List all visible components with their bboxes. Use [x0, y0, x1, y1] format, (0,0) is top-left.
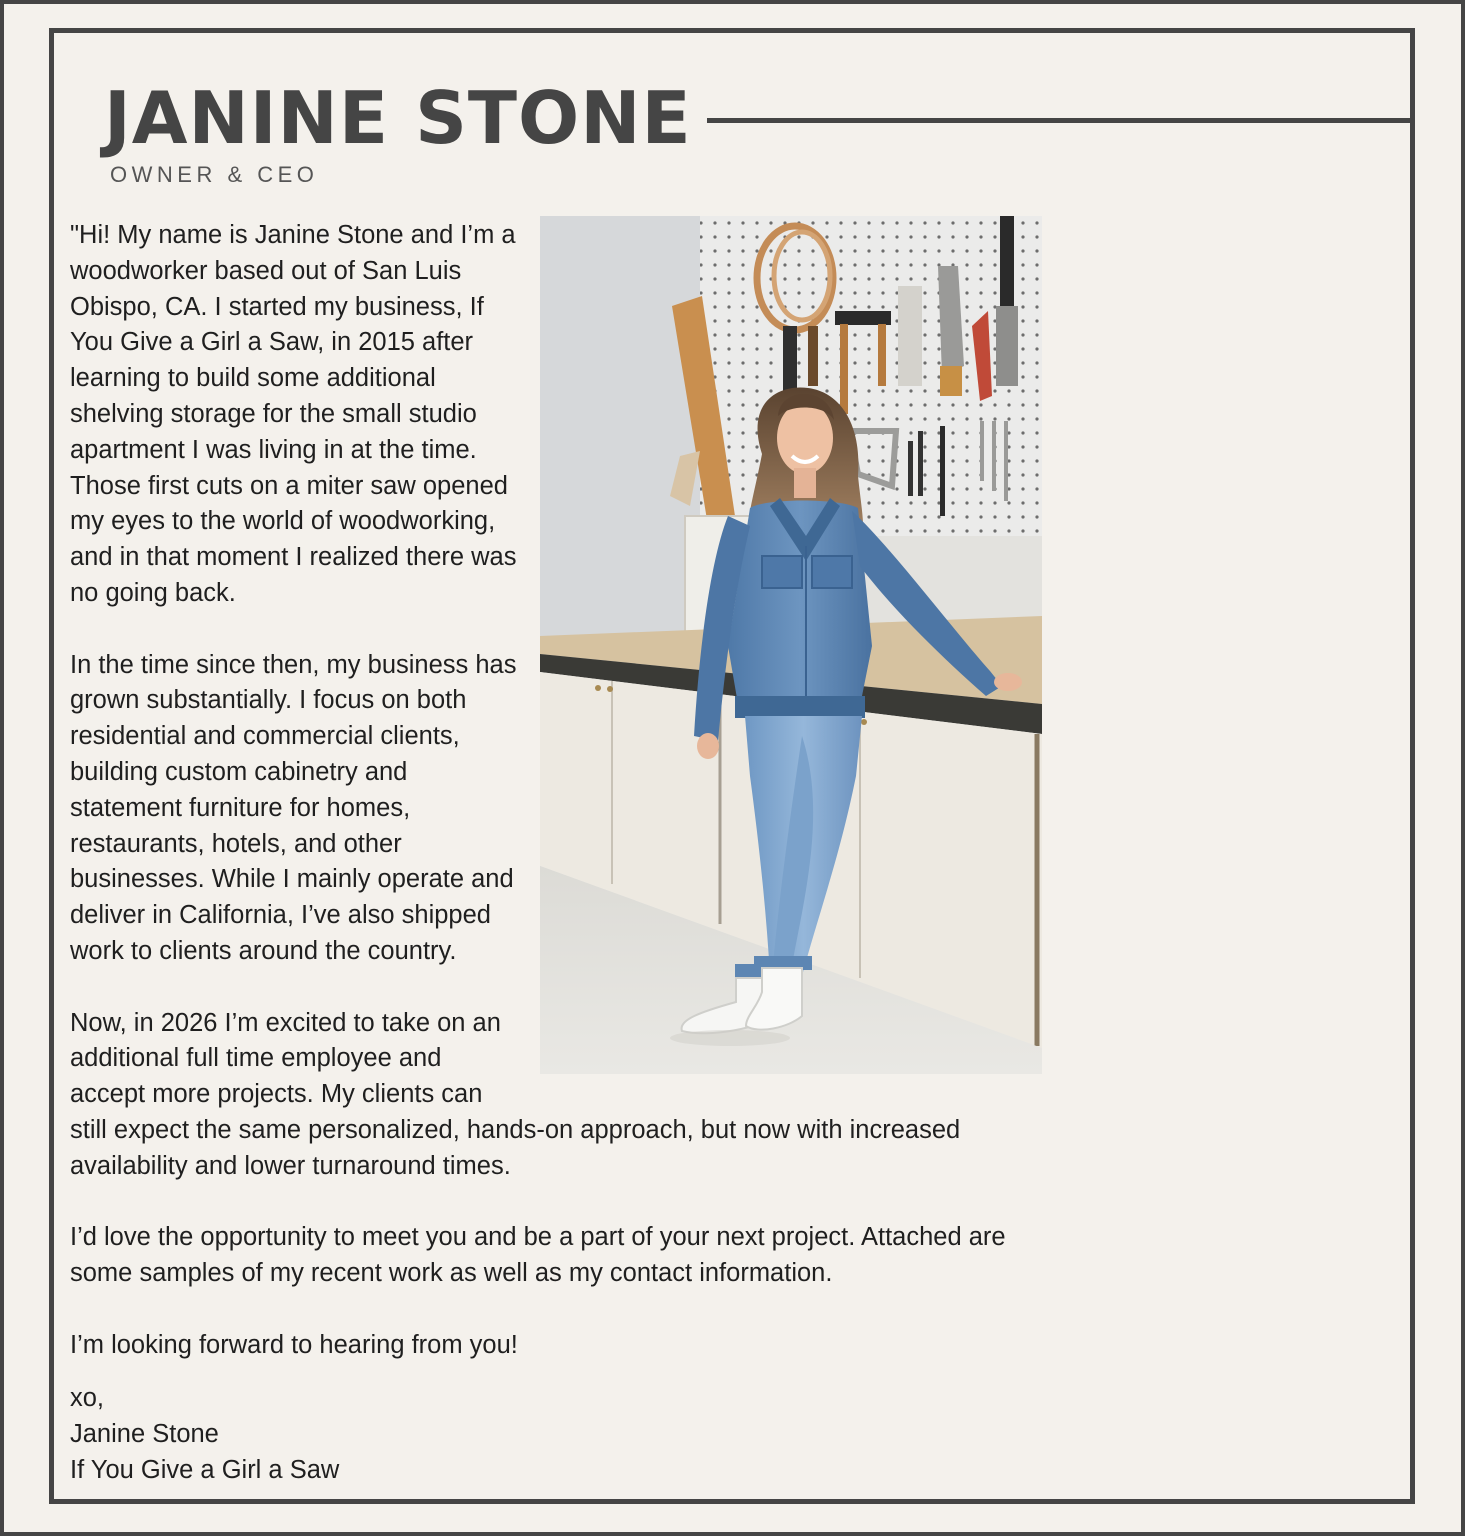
owner-role-subtitle: OWNER & CEO [110, 162, 319, 187]
letter-paragraph-growth: In the time since then, my business has grown substantially. I focus on both residential and commercial clients, building custom cabinetry and statement furniture for homes, restaurants, hotels, and other businesses. While I mainly operate and deliver in California, I’ve also shipped work to clients around the country. [70, 650, 517, 965]
signoff-company: If You Give a Girl a Saw [70, 1455, 340, 1484]
letter-paragraph-closing-line: I’m looking forward to hearing from you! [70, 1330, 518, 1359]
letter-paragraph-intro: "Hi! My name is Janine Stone and I’m a woodworker based out of San Luis Obispo, CA. I started my business, If You Give a Girl a Saw, in 2015 after learning to build some additional shelving storage for the small studio apartment I was living in at the time. Those first cuts on a miter saw opened my eyes to the world of woodworking, and in that moment I realized there was no going back. [70, 221, 517, 607]
owner-portrait-photo [540, 216, 1042, 1074]
workshop-portrait-illustration [540, 216, 1042, 1074]
signoff-name: Janine Stone [70, 1420, 219, 1449]
letter-paragraph-expansion: Now, in 2026 I’m excited to take on an additional full time employee and accept more projects. My clients can still expect the same personalized, hands-on approach, but now with increased availability and lower turnaround times. [70, 1008, 961, 1180]
header-rule [707, 118, 1410, 123]
letter-paragraph-invitation: I’d love the opportunity to meet you and be a part of your next project. Attached are some samples of my recent work as well as my contact information. [70, 1223, 1006, 1288]
owner-name-heading: JANINE STONE [104, 76, 692, 160]
letter-body [70, 218, 1055, 1489]
letter-signoff [70, 1381, 1055, 1488]
signoff-greeting: xo, [70, 1384, 105, 1413]
